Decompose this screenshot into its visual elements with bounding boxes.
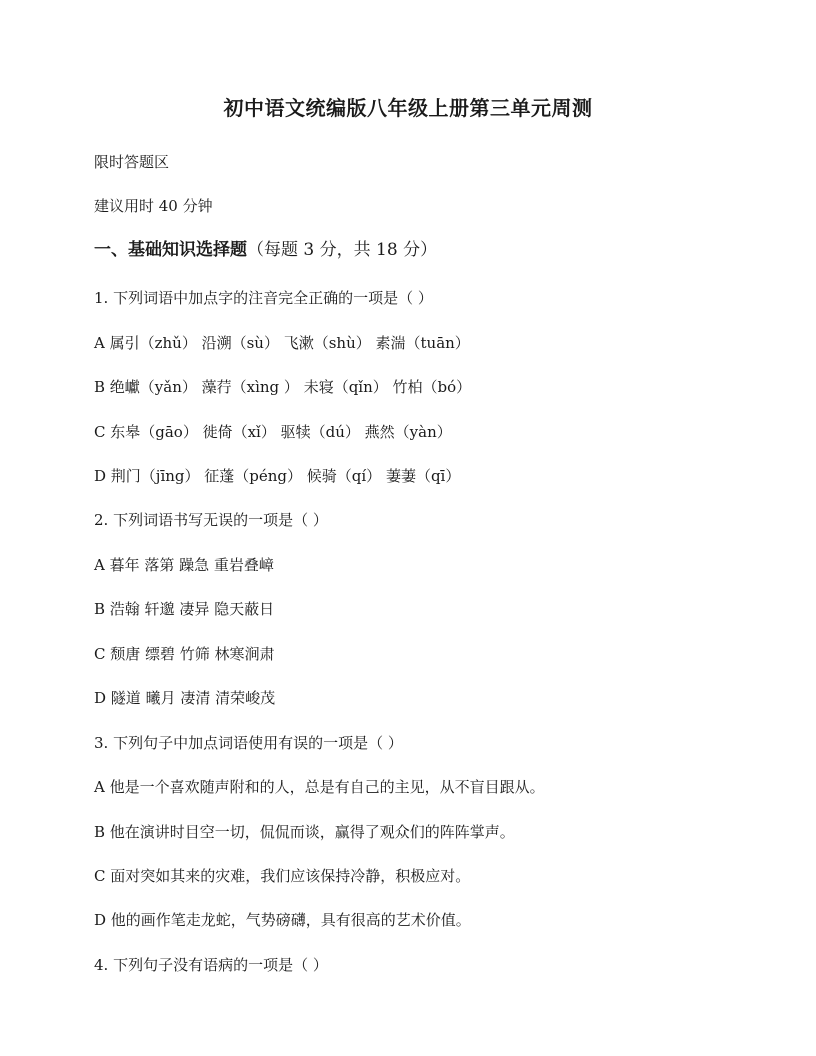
section-heading-note: （每题 3 分，共 18 分） (247, 240, 438, 260)
question-option: A 属引（zhǔ） 沿溯（sù） 飞漱（shù） 素湍（tuān） (94, 334, 470, 352)
question-option: C 面对突如其来的灾难，我们应该保持冷静，积极应对。 (94, 867, 471, 885)
question-option: D 他的画作笔走龙蛇，气势磅礴，具有很高的艺术价值。 (94, 911, 471, 929)
question-stem: 2. 下列词语书写无误的一项是（ ） (94, 511, 328, 529)
question-option: D 隧道 曦月 凄清 清荣峻茂 (94, 689, 276, 707)
question-option: B 他在演讲时目空一切，侃侃而谈，赢得了观众们的阵阵掌声。 (94, 823, 515, 841)
question-option: A 暮年 落第 躁急 重岩叠嶂 (94, 556, 274, 574)
question-option: C 颓唐 缥碧 竹筛 林寒涧肃 (94, 645, 275, 663)
question-stem: 4. 下列句子没有语病的一项是（ ） (94, 956, 328, 974)
section-heading (94, 240, 437, 260)
time-note: 建议用时 40 分钟 (94, 197, 213, 215)
question-stem: 1. 下列词语中加点字的注音完全正确的一项是（ ） (94, 289, 433, 307)
section-subtitle: 限时答题区 (94, 153, 170, 171)
question-stem: 3. 下列句子中加点词语使用有误的一项是（ ） (94, 734, 403, 752)
question-option: D 荆门（jīng） 征蓬（péng） 候骑（qí） 萋萋（qī） (94, 467, 461, 485)
question-option: A 他是一个喜欢随声附和的人，总是有自己的主见，从不盲目跟从。 (94, 778, 545, 796)
question-option: B 绝巘（yǎn） 藻荇（xìng ） 未寝（qǐn） 竹柏（bó） (94, 378, 472, 396)
section-heading-main: 一、基础知识选择题 (94, 240, 247, 260)
question-option: C 东皋（gāo） 徙倚（xǐ） 驱犊（dú） 燕然（yàn） (94, 423, 452, 441)
question-option: B 浩翰 轩邈 凄异 隐天蔽日 (94, 600, 275, 618)
page-title: 初中语文统编版八年级上册第三单元周测 (223, 96, 593, 120)
